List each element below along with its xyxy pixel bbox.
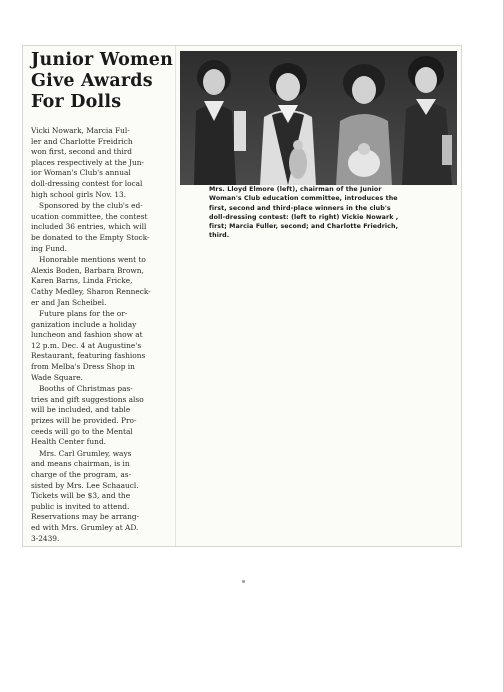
- person-third: [336, 64, 392, 185]
- article-line: sisted by Mrs. Lee Schaaucl.: [31, 480, 139, 490]
- article-paragraph: [31, 384, 173, 448]
- article-line: charge of the program, as-: [31, 470, 132, 479]
- caption-line: Woman's Club education committee, introduces the: [209, 195, 398, 203]
- article-line: Health Center fund.: [31, 437, 107, 447]
- article-line: Reservations may be arrang-: [31, 512, 140, 522]
- article-line: public is invited to attend.: [31, 501, 130, 511]
- newspaper-clipping: [22, 45, 462, 547]
- article-line: Booths of Christmas pas-: [39, 384, 133, 394]
- article-line: er and Jan Scheibel.: [31, 297, 107, 307]
- article-line: Alexis Boden, Barbara Brown,: [31, 265, 144, 275]
- article-line: Mrs. Carl Grumley, ways: [39, 448, 132, 458]
- photo-caption: [209, 185, 455, 241]
- article-line: ganization include a holiday: [31, 319, 137, 329]
- article-line: ucation committee, the contest: [31, 211, 148, 221]
- article-line: ed with Mrs. Grumley at AD.: [31, 522, 139, 532]
- article-line: prizes will be provided. Pro-: [31, 416, 137, 426]
- article-line: Karen Barns, Linda Fricke,: [31, 276, 133, 286]
- caption-line: doll-dressing contest: (left to right) Vickie Nowark ,: [209, 213, 399, 221]
- article-line: places respectively at the Jun-: [31, 157, 145, 167]
- article-body: [31, 126, 173, 545]
- article-line: ing Fund.: [31, 243, 67, 253]
- headline-line-2: Give Awards: [31, 71, 153, 91]
- article-line: ior Woman's Club's annual: [31, 168, 131, 178]
- article-line: from Melba's Dress Shop in: [31, 362, 135, 372]
- article-line: won first, second and third: [31, 147, 133, 157]
- article-line: Restaurant, featuring fashions: [31, 351, 146, 361]
- caption-line: first, second and third-place winners in the club's: [209, 204, 391, 212]
- article-line: ler and Charlotte Freidrich: [31, 136, 133, 146]
- headline: [31, 50, 173, 113]
- article-line: Cathy Medley, Sharon Renneck-: [31, 286, 151, 296]
- column-rule: [175, 46, 176, 546]
- caption-line: third.: [209, 232, 230, 240]
- caption-line: first; Marcia Fuller, second; and Charlotte Friedrich,: [209, 223, 399, 231]
- article-line: Future plans for the or-: [39, 309, 128, 319]
- article-paragraph: [31, 201, 173, 254]
- article-line: 12 p.m. Dec. 4 at Augustine's: [31, 340, 142, 350]
- article-line: ceeds will go to the Mental: [31, 426, 133, 436]
- article-paragraph: [31, 255, 173, 308]
- article-line: tries and gift suggestions also: [31, 394, 144, 404]
- article-line: high school girls Nov. 13.: [31, 189, 127, 199]
- headline-line-1: Junior Women: [31, 50, 174, 70]
- article-line: will be included, and table: [31, 405, 131, 415]
- article-paragraph: [31, 449, 173, 544]
- article-line: and means chairman, is in: [31, 459, 130, 469]
- article-paragraph: [31, 126, 173, 200]
- article-line: Sponsored by the club's ed-: [39, 201, 143, 211]
- article-line: be donated to the Empty Stock-: [31, 232, 150, 242]
- article-line: included 36 entries, which will: [31, 222, 147, 232]
- article-line: Vicki Nowark, Marcia Ful-: [31, 126, 130, 135]
- photo-winners: [180, 51, 457, 185]
- article-line: doll-dressing contest for local: [31, 178, 143, 188]
- speck-mark: [242, 580, 245, 583]
- caption-line: Mrs. Lloyd Elmore (left), chairman of the Junior: [209, 186, 382, 193]
- article-paragraph: [31, 309, 173, 383]
- article-line: luncheon and fashion show at: [31, 330, 143, 340]
- article-line: Wade Square.: [31, 372, 84, 382]
- headline-line-3: For Dolls: [31, 92, 122, 112]
- article-line: Tickets will be $3, and the: [31, 491, 131, 501]
- article-line: 3-2439.: [31, 533, 60, 543]
- article-line: Honorable mentions went to: [39, 255, 146, 265]
